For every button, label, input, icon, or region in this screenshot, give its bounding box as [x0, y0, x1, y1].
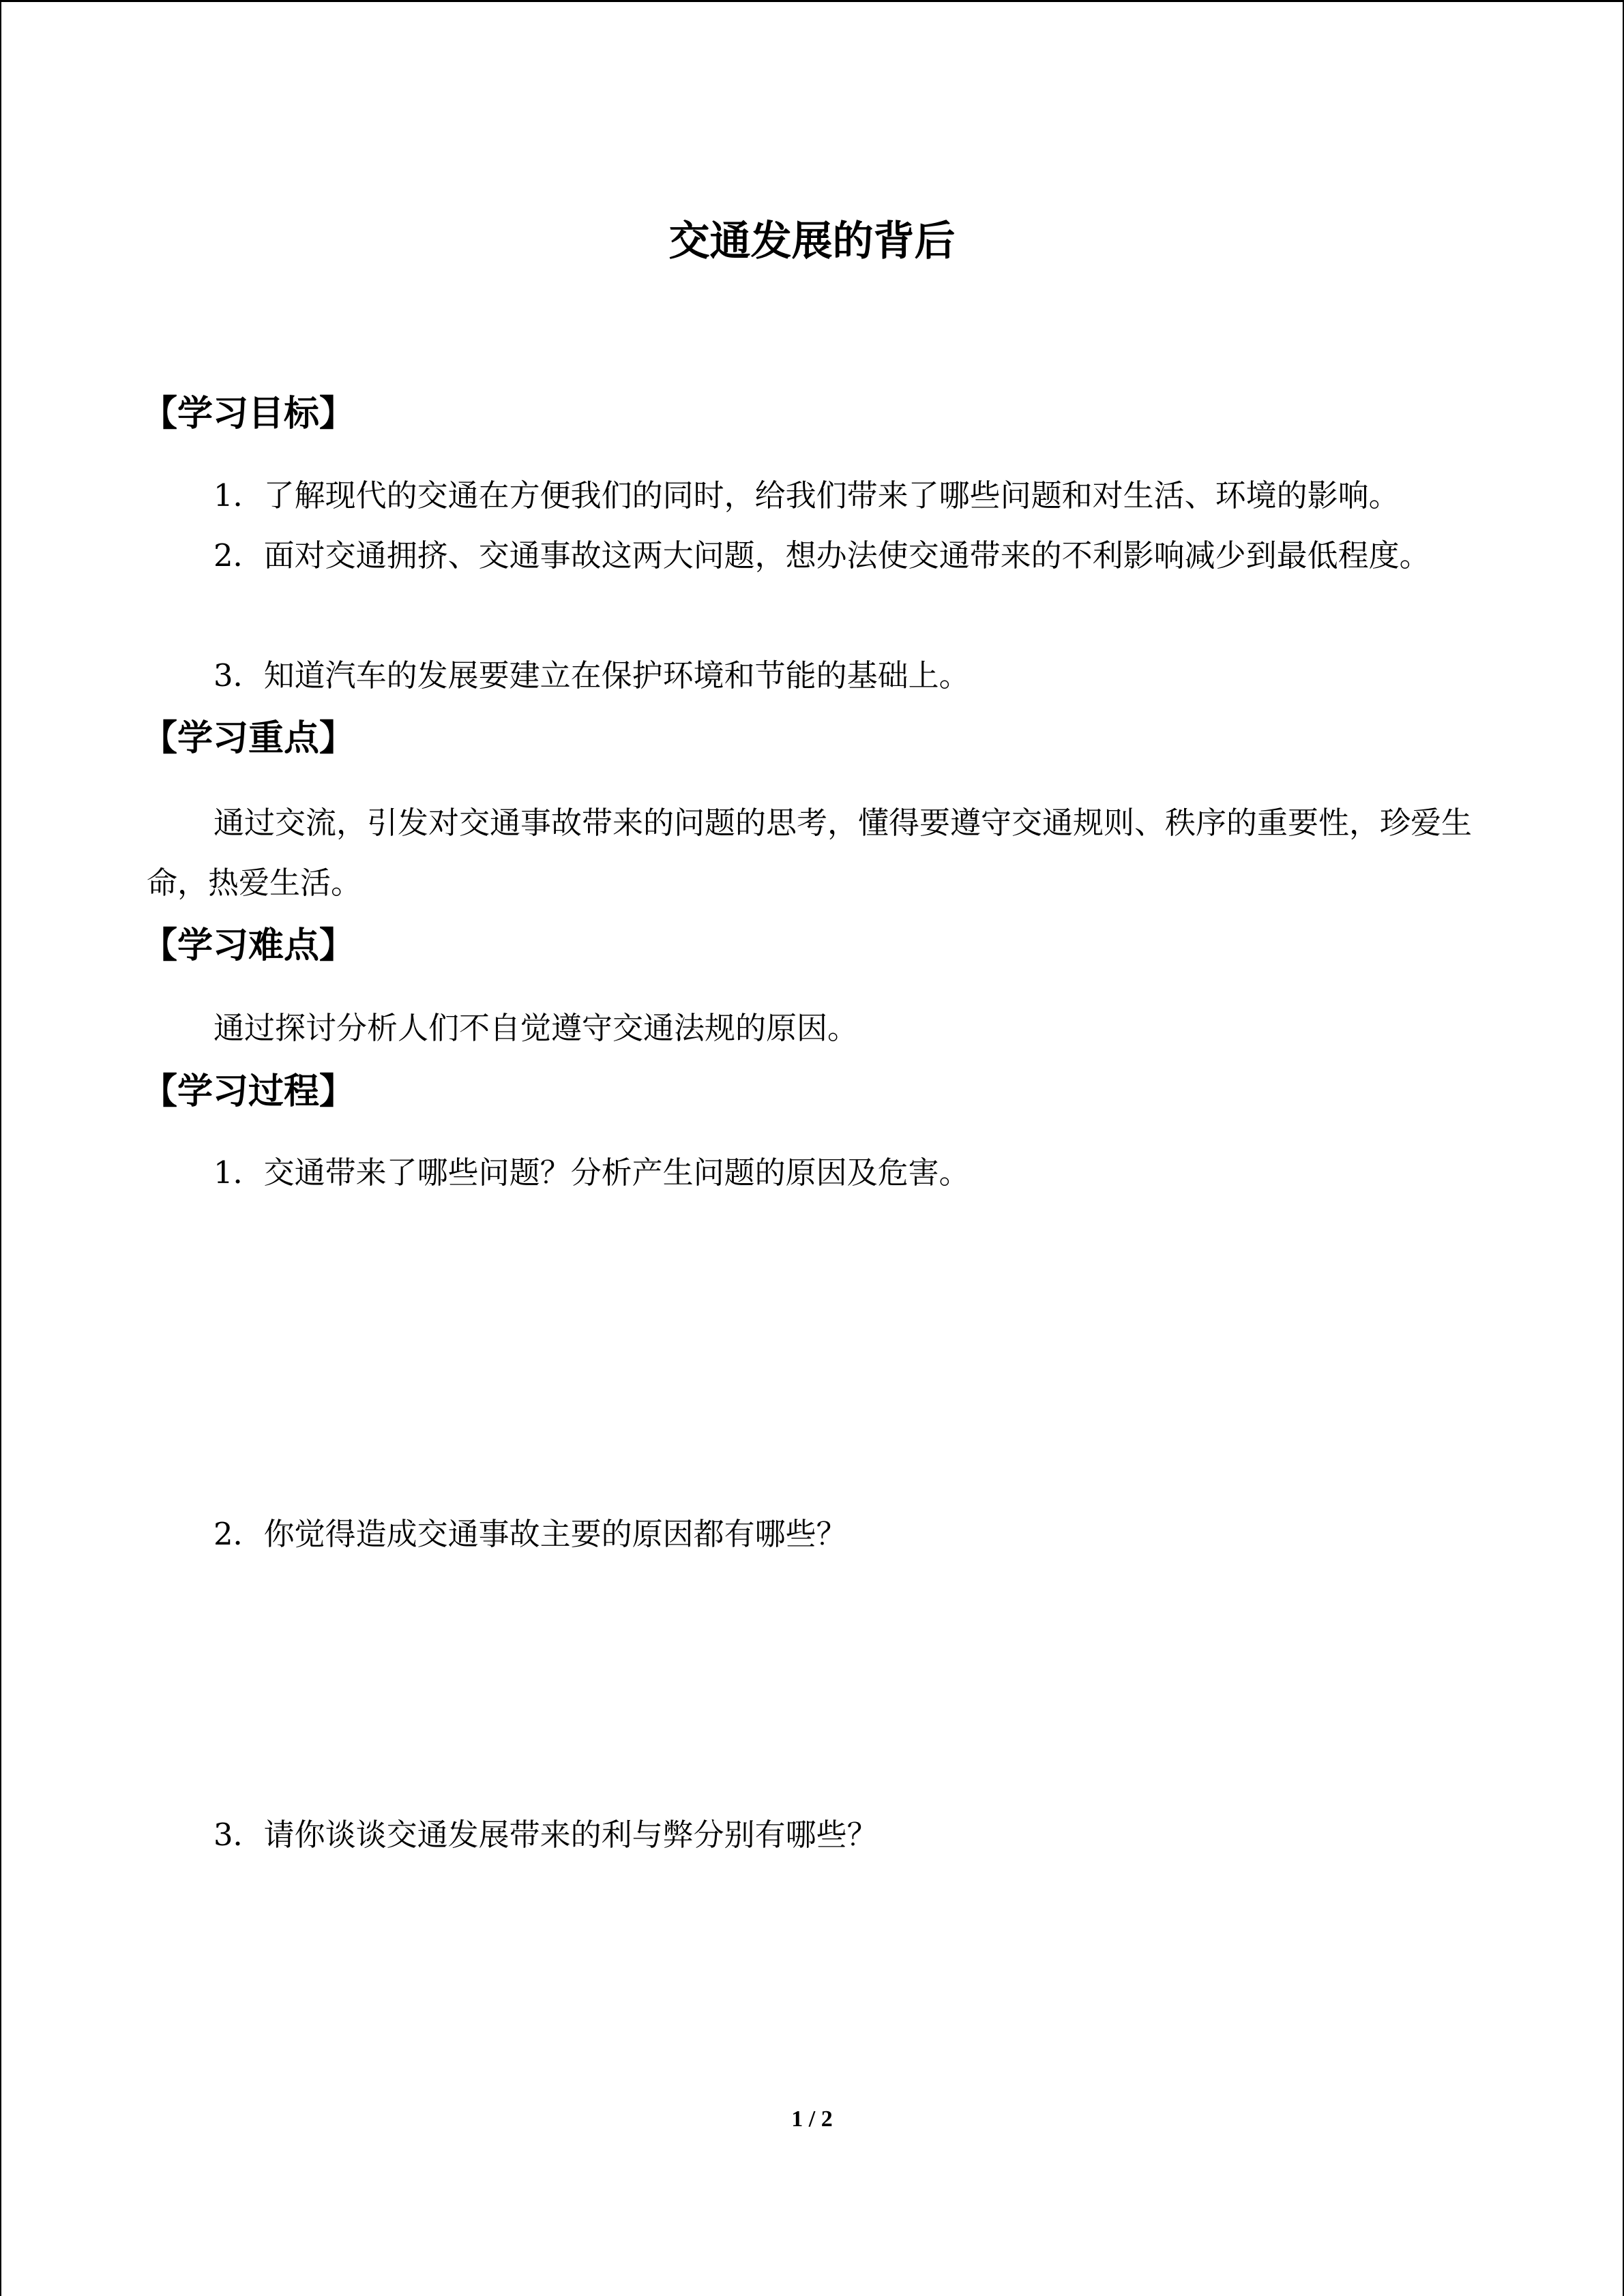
objective-item-3: 3．知道汽车的发展要建立在保护环境和节能的基础上。: [213, 657, 970, 694]
objective-item-2: 2．面对交通拥挤、交通事故这两大问题，想办法使交通带来的不利影响减少到最低程度。: [213, 537, 1430, 573]
section-heading-process: 【学习过程】: [142, 1071, 355, 1112]
objective-item-1: 1．了解现代的交通在方便我们的同时，给我们带来了哪些问题和对生活、环境的影响。: [213, 477, 1400, 513]
process-question-1: 1．交通带来了哪些问题？分析产生问题的原因及危害。: [213, 1154, 970, 1191]
section-heading-key-points: 【学习重点】: [142, 717, 355, 759]
page-number: 1 / 2: [791, 2106, 833, 2132]
document-title: 交通发展的背后: [668, 218, 956, 265]
process-question-2: 2．你觉得造成交通事故主要的原因都有哪些？: [213, 1516, 847, 1552]
process-question-3: 3．请你谈谈交通发展带来的利与弊分别有哪些？: [213, 1817, 878, 1853]
difficulty-text: 通过探讨分析人们不自觉遵守交通法规的原因。: [213, 1010, 859, 1046]
section-heading-objectives: 【学习目标】: [142, 393, 355, 434]
section-heading-difficulties: 【学习难点】: [142, 925, 355, 966]
key-point-text: 通过交流，引发对交通事故带来的问题的思考，懂得要遵守交通规则、秩序的重要性，珍爱生命，热爱生活。: [147, 805, 1473, 901]
